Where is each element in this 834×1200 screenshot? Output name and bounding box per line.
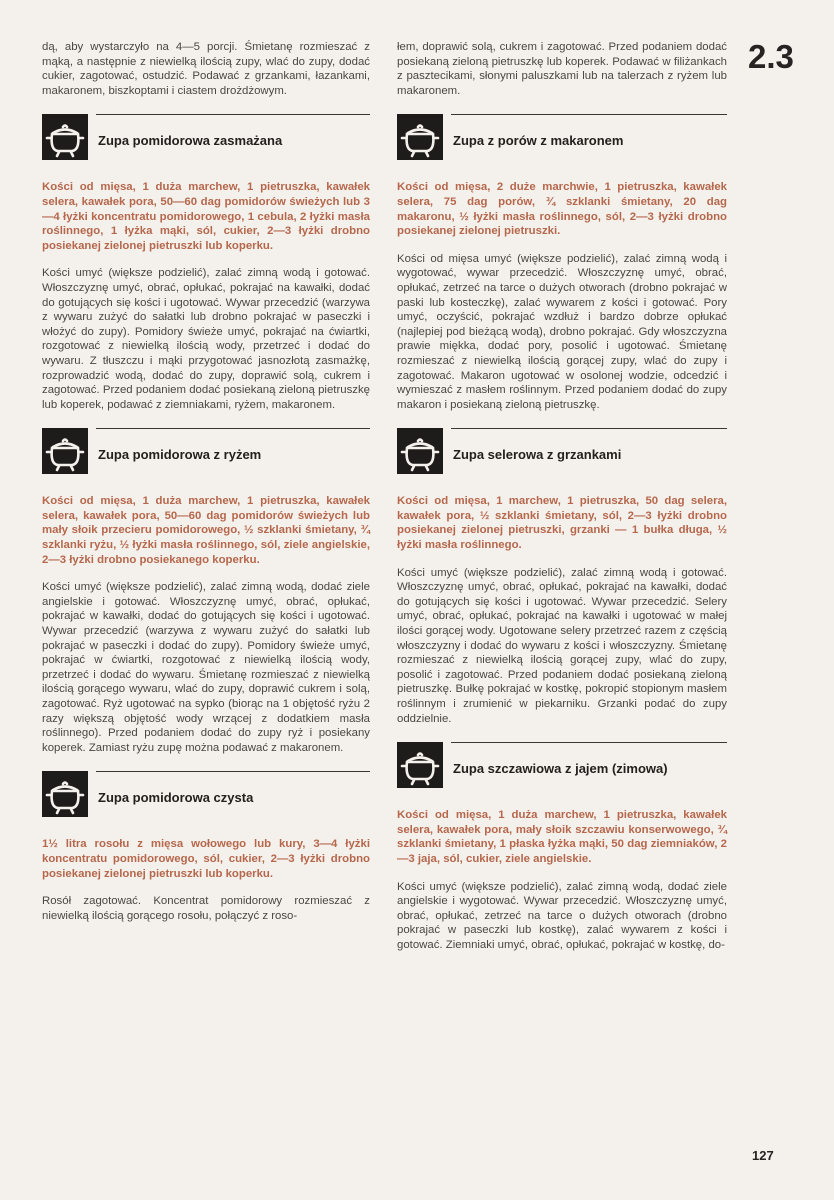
recipe-ingredients: Kości od mięsa, 1 duża marchew, 1 pietruszka, kawałek selera, kawałek pora, mały słoik szczawiu konserwowego, ¾ szklanki śmietany, 1 płaska łyżka mąki, 50 dag ziemniaków, 2—3 jaja, sól, cukier, ziele angielskie. xyxy=(397,809,727,865)
recipe-instructions: Kości umyć (większe podzielić), zalać zimną wodą, dodać ziele angielskie i gotować. Włoszczyznę umyć, obrać, opłukać, pokrajać w kawałki, dodać do gotujących się kości i ugotować. Wywar przecedzić (warzywa z wywaru zużyć do sałatki lub pokrajać w paseczki i dodać do zupy). Pomidory świeże umyć, pokrajać w ćwiartki, rozgotować z niewielką ilością wody, przetrzeć i dodać do wywaru. Śmietanę rozmieszać z niewielką ilością gorącego wywaru, wlać do zupy, doprawić cukrem i solą, zagotować. Ryż ugotować na sypko (biorąc na 1 objętość ryżu 2 razy większą objętość wody wrzącej z dodatkiem masła roślinnego). Przed podaniem dodać do zupy ryż i posiekany koperek. Zamiast ryżu zupę można podawać z makaronem. xyxy=(42,581,370,754)
heading-rule xyxy=(96,771,370,772)
continued-text: dą, aby wystarczyło na 4—5 porcji. Śmietanę rozmieszać z mąką, a następnie z niewielką ilością zupy, wlać do zupy, dodać cukier, zagotować, ostudzić. Podawać z grzankami, łazankami, makaronem, biszkoptami i ciastem drożdżowym. xyxy=(42,41,370,97)
recipe-heading xyxy=(42,428,370,474)
cooking-pot-icon xyxy=(397,114,443,160)
left-column xyxy=(42,40,370,937)
recipe-instructions: Kości umyć (większe podzielić), zalać zimną wodą i gotować. Włoszczyznę umyć, obrać, opłukać, pokrajać na kawałki, dodać do gotujących się kości i ugotować. Wywar przecedzić. Selery umyć, obrać, opłukać, pokrajać na kawałki i ugotować w małej ilości gorącej wody. Ugotowane selery przetrzeć razem z częścią włoszczyzny i dodać do wywaru z kości i włoszczyzny. Śmietanę rozmieszać z niewielką ilością gorącej zupy, wlać do zupy, posolić i zagotować. Przed podaniem dodać posiekaną zieloną pietruszkę. Bułkę pokrajać w kostkę, pokropić stopionym masłem roślinnym i zrumienić w piekarniku. Grzanki podać do zupy oddzielnie. xyxy=(397,566,727,725)
recipe-title: Zupa pomidorowa zasmażana xyxy=(98,133,283,149)
recipe-title: Zupa pomidorowa czysta xyxy=(98,790,254,806)
heading-rule xyxy=(96,114,370,115)
recipe-title: Zupa z porów z makaronem xyxy=(453,133,624,149)
cooking-pot-icon xyxy=(42,428,88,474)
recipe-ingredients: Kości od mięsa, 2 duże marchwie, 1 pietruszka, kawałek selera, 75 dag porów, ¾ szklanki śmietany, 20 dag makaronu, ½ łyżki masła roślinnego, sól, 2—3 łyżki drobno posiekanej zielonej pietruszki. xyxy=(397,181,727,238)
recipe-heading xyxy=(397,742,727,788)
heading-rule xyxy=(451,742,727,743)
recipe-instructions: Kości od mięsa umyć (większe podzielić), zalać zimną wodą i wygotować, wywar przecedzić. Włoszczyznę umyć, obrać, opłukać, zetrzeć na tarce o dużych otworach (drobno pokrajać w paski lub kosteczkę), zalać wywarem z kości i gotować. Pory umyć, oczyścić, pokrajać wzdłuż i bardzo dobrze opłukać (najlepiej pod bieżącą wodą), drobno pokrajać. Gdy włoszczyzna prawie miękka, dodać pory, posolić i ugotować. Śmietanę rozmieszać z niewielką ilością gorącej zupy, wlać do zupy i zagotować. Makaron ugotować w osolonej wodzie, odcedzić i wymieszać z masłem roślinnym. Przed podaniem dodać do zupy makaron i posiekaną zieloną pietruszkę. xyxy=(397,252,727,411)
recipe-heading xyxy=(397,428,727,474)
heading-rule xyxy=(451,114,727,115)
recipe-ingredients: Kości od mięsa, 1 duża marchew, 1 pietruszka, kawałek selera, kawałek pora, 50—60 dag pomidorów świeżych lub mały słoik przecieru pomidorowego, ½ szklanki śmietany, ¾ szklanki ryżu, ½ łyżki masła roślinnego, sól, ziele angielskie, 2—3 łyżki drobno posiekanego koperku. xyxy=(42,495,370,566)
recipe-heading xyxy=(42,114,370,160)
right-column xyxy=(397,40,727,967)
recipe-title: Zupa selerowa z grzankami xyxy=(453,447,622,463)
recipe-heading xyxy=(397,114,727,160)
recipe-ingredients: 1½ litra rosołu z mięsa wołowego lub kury, 3—4 łyżki koncentratu pomidorowego, sól, cukier, 2—3 łyżki drobno posiekanej zielonej pietruszki lub koperku. xyxy=(42,838,370,880)
recipe-title: Zupa szczawiowa z jajem (zimowa) xyxy=(453,761,668,777)
recipe-ingredients: Kości od mięsa, 1 marchew, 1 pietruszka, 50 dag selera, kawałek pora, ½ szklanki śmietany, sól, 2—3 łyżki drobno posiekanej zielonej pietruszki, grzanki — 1 bułka długa, ½ łyżki masła roślinnego. xyxy=(397,495,727,552)
heading-rule xyxy=(451,428,727,429)
recipe-instructions: Kości umyć (większe podzielić), zalać zimną wodą, dodać ziele angielskie i wygotować. Wywar przecedzić. Włoszczyznę umyć, obrać, opłukać, zetrzeć na tarce o dużych otworach (drobno pokrajać w paseczki lub kostkę), zalać wywarem z kości i gotować. Ziemniaki umyć, obrać, opłukać, pokrajać w kostkę, do- xyxy=(397,880,727,951)
heading-rule xyxy=(96,428,370,429)
recipe-heading xyxy=(42,771,370,817)
cooking-pot-icon xyxy=(397,428,443,474)
recipe-title: Zupa pomidorowa z ryżem xyxy=(98,447,262,463)
recipe-instructions: Kości umyć (większe podzielić), zalać zimną wodą i gotować. Włoszczyznę umyć, obrać, opłukać, pokrajać na kawałki, dodać do gotujących się kości i ugotować. Wywar przecedzić (warzywa z wywaru zużyć do sałatki lub drobno pokrajać w paseczki i włożyć do zupy). Pomidory świeże umyć, pokrajać na ćwiartki, rozgotować z niewielką ilością wody, przetrzeć i dodać do wywaru. Z tłuszczu i mąki przygotować jasnozłotą zasmażkę, rozprowadzić wodą, dodać do zupy, doprawić solą, cukrem i zagotować. Przed podaniem dodać posiekaną zieloną pietruszkę lub koperek, podawać z ziemniakami, ryżem, makaronem. xyxy=(42,267,370,411)
cooking-pot-icon xyxy=(397,742,443,788)
cooking-pot-icon xyxy=(42,771,88,817)
cooking-pot-icon xyxy=(42,114,88,160)
recipe-ingredients: Kości od mięsa, 1 duża marchew, 1 pietruszka, kawałek selera, kawałek pora, 50—60 dag pomidorów świeżych lub 3—4 łyżki koncentratu pomidorowego, 1 cebula, 2 łyżki masła roślinnego, 1 łyżka mąki, sól, cukier, 2—3 łyżki drobno posiekanej zielonej pietruszki lub koperku. xyxy=(42,181,370,252)
page-number: 127 xyxy=(752,1148,774,1163)
continued-text: łem, doprawić solą, cukrem i zagotować. Przed podaniem dodać posiekaną zieloną pietruszkę lub koperek. Podawać w filiżankach z pasztecikami, słonymi paluszkami lub na talerzach z ryżem lub makaronem. xyxy=(397,41,727,97)
chapter-number: 2.3 xyxy=(748,38,794,75)
recipe-instructions: Rosół zagotować. Koncentrat pomidorowy rozmieszać z niewielką ilością gorącego rosołu, połączyć z roso- xyxy=(42,895,370,922)
